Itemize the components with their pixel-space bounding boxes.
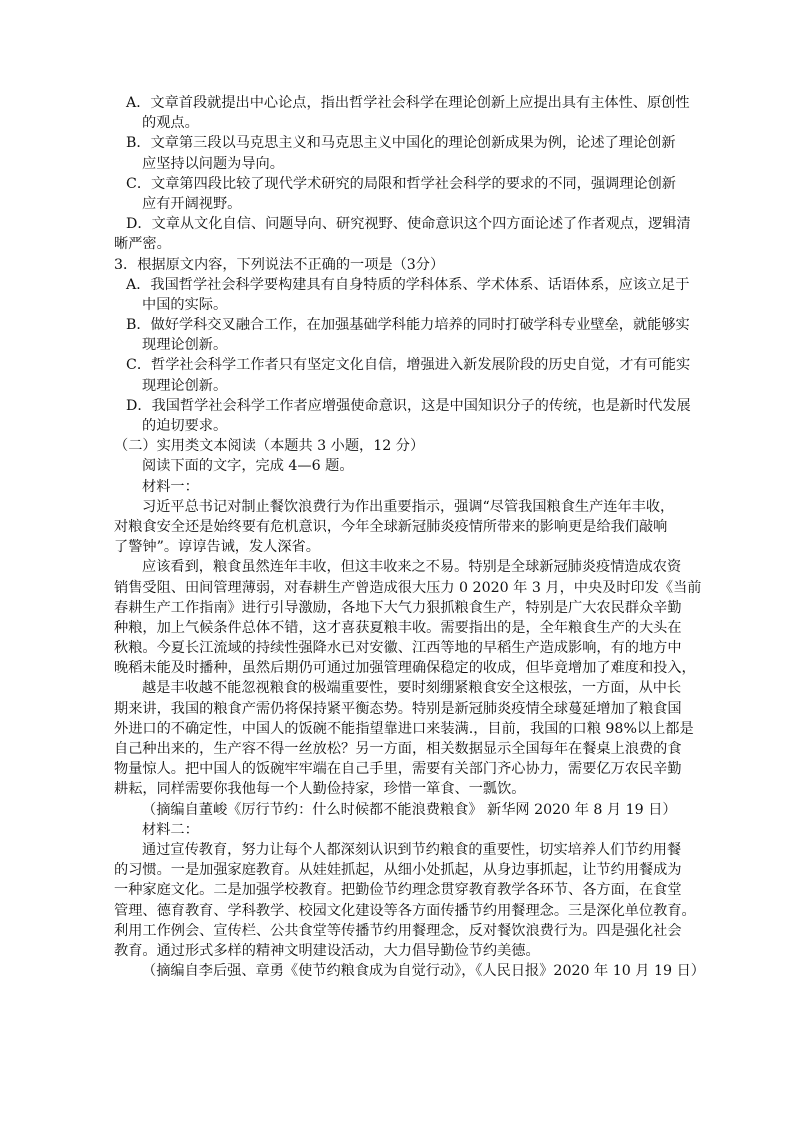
document-page xyxy=(114,93,705,981)
text-line: 的习惯。一是加强家庭教育。从娃娃抓起，从细小处抓起，从身边事抓起，让节约用餐成为 xyxy=(114,862,682,879)
text-line: 对粮食安全还是始终要有危机意识，今年全球新冠肺炎疫情所带来的影响更是给我们敲响 xyxy=(114,518,668,535)
text-line: 中国的实际。 xyxy=(142,296,228,313)
text-line: A．文章首段就提出中心论点，指出哲学社会科学在理论创新上应提出具有主体性、原创性 xyxy=(126,95,690,111)
text-line: C．哲学社会科学工作者只有坚定文化自信，增强进入新发展阶段的历史自觉，才有可能实 xyxy=(126,357,691,374)
text-line: A．我国哲学社会科学要构建具有自身特质的学科体系、学术体系、话语体系，应该立足于 xyxy=(126,276,690,293)
text-line: 通过宣传教育，努力让每个人都深刻认识到节约粮食的重要性，切实培养人们节约用餐 xyxy=(142,841,682,858)
text-line: 3．根据原文内容，下列说法不正确的一项是（3分） xyxy=(114,256,445,273)
text-line: 销售受阻、田间管理薄弱，对春耕生产曾造成很大压力 0 2020 年 3 月，中央及时印发《当前 xyxy=(114,579,702,596)
text-line: 春耕生产工作指南》进行引导激励，各地下大气力狠抓粮食生产，特别是广大农民群众辛勤 xyxy=(114,599,682,616)
text-line: 的观点。 xyxy=(142,115,199,132)
text-line: 种粮，加上气候条件总体不错，这才喜获夏粮丰收。需要指出的是，全年粮食生产的大头在 xyxy=(114,619,682,636)
text-line: C．文章第四段比较了现代学术研究的局限和哲学社会科学的要求的不同，强调理论创新 xyxy=(126,175,676,192)
text-line: 自己种出来的，生产容不得一丝放松？另一方面，相关数据显示全国每年在餐桌上浪费的食 xyxy=(114,741,682,757)
text-line: D．文章从文化自信、问题导向、研究视野、使命意识这个四方面论述了作者观点，逻辑清 xyxy=(126,216,691,233)
text-line: 物量惊人。把中国人的饭碗牢牢端在自己手里，需要有关部门齐心协力，需要亿万农民辛勤 xyxy=(114,761,682,778)
text-line: 现理论创新。 xyxy=(142,377,228,394)
text-line: 管理、德育教育、学科教学、校园文化建设等各方面传播节约用餐理念。三是深化单位教育。 xyxy=(114,902,696,919)
text-line: 利用工作例会、宣传栏、公共食堂等传播节约用餐理念，反对餐饮浪费行为。四是强化社会 xyxy=(114,922,682,939)
text-line: 晚稻未能及时播种，虽然后期仍可通过加强管理确保稳定的收成，但毕竟增加了难度和投入， xyxy=(114,660,696,677)
text-line: 应坚持以问题为导向。 xyxy=(142,155,284,172)
text-line: 应该看到，粮食虽然连年丰收，但这丰收来之不易。特别是全球新冠肺炎疫情造成农资 xyxy=(142,559,682,576)
text-line: D．我国哲学社会科学工作者应增强使命意识，这是中国知识分子的传统，也是新时代发展 xyxy=(126,397,691,414)
text-line: 晰严密。 xyxy=(114,236,171,253)
text-line: 习近平总书记对制止餐饮浪费行为作出重要指示，强调“尽管我国粮食生产连年丰收， xyxy=(142,498,675,515)
text-line: 材料一： xyxy=(142,478,199,495)
text-line: （二）实用类文本阅读（本题共 3 小题，12 分） xyxy=(114,438,425,455)
text-line: 越是丰收越不能忽视粮食的极端重要性，要时刻绷紧粮食安全这根弦，一方面，从中长 xyxy=(142,680,682,697)
text-line: 教育。通过形式多样的精神文明建设活动，大力倡导勤俭节约美德。 xyxy=(114,942,540,959)
text-line: B．做好学科交叉融合工作，在加强基础学科能力培养的同时打破学科专业壁垒，就能够实 xyxy=(126,317,690,334)
text-line: 外进口的不确定性，中国人的饭碗不能指望靠进口来装满.，目前，我国的口粮 98%以上都是 xyxy=(114,720,694,737)
text-line: 现理论创新。 xyxy=(142,337,228,354)
text-line: B．文章第三段以马克思主义和马克思主义中国化的理论创新成果为例，论述了理论创新 xyxy=(126,135,676,152)
text-line: 应有开阔视野。 xyxy=(142,195,242,212)
text-line: 了警钟”。谆谆告诫，发人深省。 xyxy=(114,539,320,556)
text-line: 的迫切要求。 xyxy=(142,418,228,434)
text-line: 耕耘，同样需要你我他每一个人勤俭持家，珍惜一箪食、一瓢饮。 xyxy=(114,781,526,798)
text-line: 期来讲，我国的粮食产需仍将保持紧平衡态势。特别是新冠肺炎疫情全球蔓延增加了粮食国 xyxy=(114,700,682,717)
text-line: （摘编自李后强、章勇《使节约粮食成为自觉行动》，《人民日报》2020 年 10 月 19 日） xyxy=(142,963,705,980)
text-line: （摘编自董峻《厉行节约：什么时候都不能浪费粮食》 新华网 2020 年 8 月 19 日） xyxy=(142,801,677,818)
text-line: 秋粮。今夏长江流域的持续性强降水已对安徽、江西等地的早稻生产造成影响，有的地方中 xyxy=(114,640,682,657)
text-line: 阅读下面的文字，完成 4—6 题。 xyxy=(142,458,354,475)
text-line: 一种家庭文化。二是加强学校教育。把勤俭节约理念贯穿教育教学各环节、各方面，在食堂 xyxy=(114,882,682,899)
text-line: 材料二： xyxy=(142,821,199,838)
